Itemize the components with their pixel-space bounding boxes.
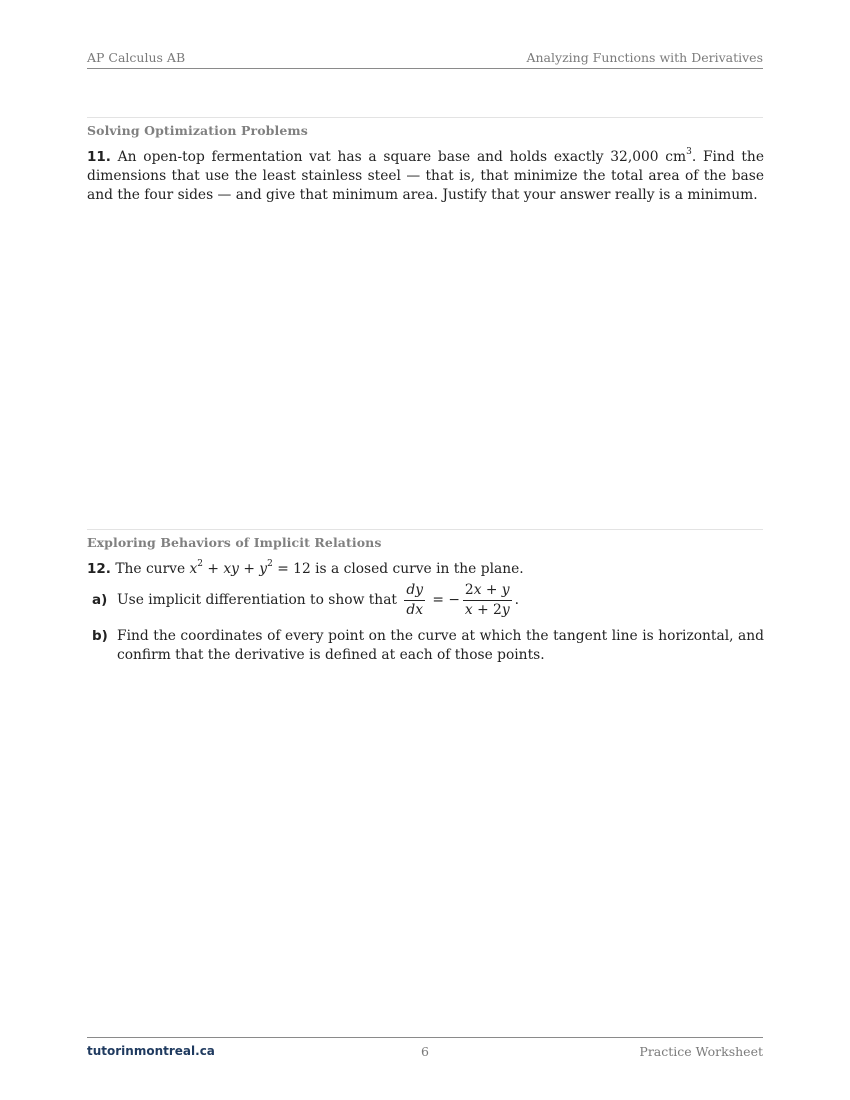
part-label: b) <box>92 628 108 644</box>
curve-equation: $x^2$ + xy + $y^2 = 12$ <box>189 559 311 577</box>
header-course: AP Calculus AB <box>87 50 186 65</box>
part-text: Find the coordinates of every point on the curve at which the tangent line is horizontal, and confirm that the derivative is defined at each of those points. <box>117 628 764 663</box>
section-optimization <box>87 117 763 138</box>
footer-site-link[interactable]: tutorinmontreal.ca <box>87 1044 215 1058</box>
problem-text: An open-top fermentation vat has a square base and holds exactly 32,000 $cm^3$. Find the dimensions that use the least stainless steel — that is, that minimize the total area of the base and the four sides — and give that minimum area. Justify that your answer really is a minimum. <box>87 147 764 203</box>
part-b <box>92 627 764 665</box>
problem-number: 11. <box>87 149 111 165</box>
problem-intro: The curve $x^2$ + xy + $y^2 = 12$ is a closed curve in the plane. <box>115 559 524 577</box>
part-label: a) <box>92 592 108 608</box>
header-unit: Analyzing Functions with Derivatives <box>526 50 763 65</box>
exponent: 3 <box>686 147 692 158</box>
section-implicit <box>87 529 763 550</box>
dy-dx-fraction: $\frac{dy}{dx}$ <box>406 582 423 618</box>
section-divider <box>87 529 763 530</box>
section-title: Solving Optimization Problems <box>87 123 308 138</box>
running-header <box>87 50 763 69</box>
problem-11 <box>87 148 764 205</box>
derivative-fraction: $\frac{2x + y}{x + 2y}$ <box>464 582 510 618</box>
part-a: a) Use implicit differentiation to show that $\frac{dy}{dx}$ = − $\frac{2x + y}{x + 2y}$ . <box>92 582 519 618</box>
part-text: Use implicit differentiation to show that <box>117 592 397 608</box>
problem-12 <box>87 560 764 579</box>
section-divider <box>87 117 763 118</box>
running-footer <box>87 1037 763 1058</box>
footer-doc-type: Practice Worksheet <box>639 1044 763 1059</box>
problem-number: 12. <box>87 561 111 577</box>
section-title: Exploring Behaviors of Implicit Relations <box>87 535 382 550</box>
page-number: 6 <box>421 1044 429 1059</box>
